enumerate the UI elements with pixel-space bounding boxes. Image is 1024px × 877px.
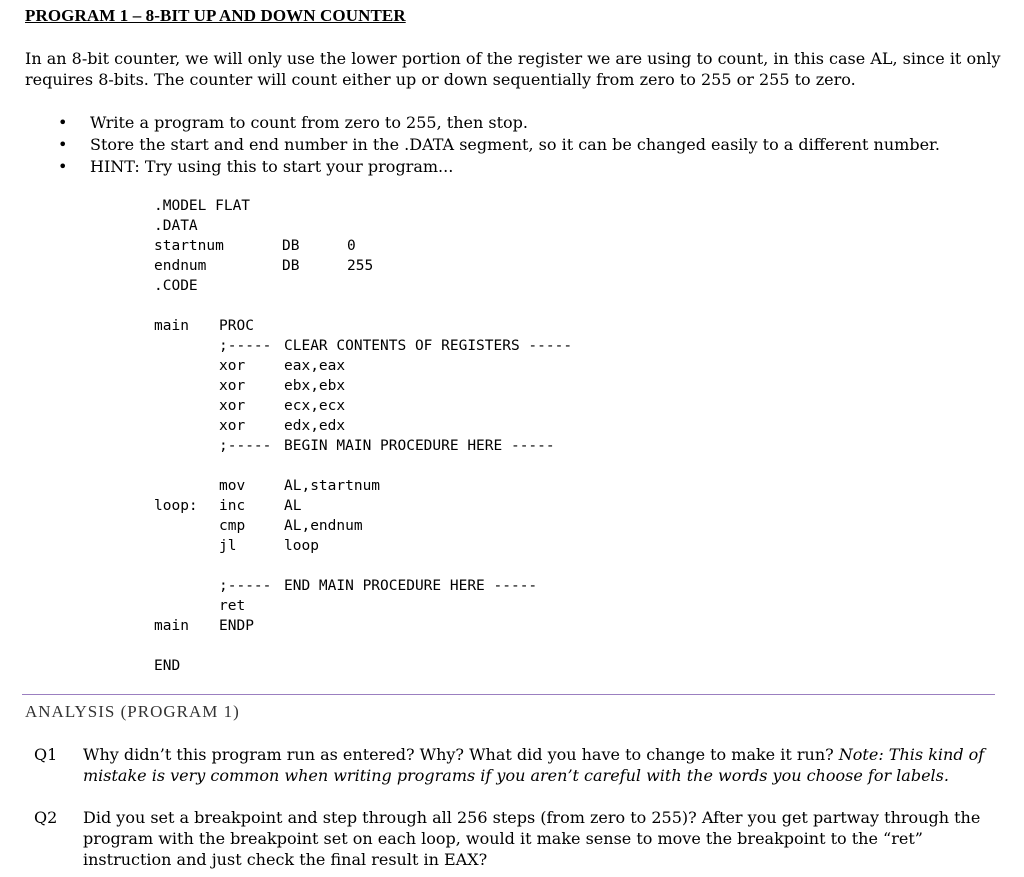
code-args: edx,edx: [284, 418, 346, 434]
code-proc: PROC: [219, 318, 254, 334]
code-line-model: .MODEL FLAT: [154, 198, 251, 214]
code-op: xor: [219, 358, 246, 374]
code-op: xor: [219, 378, 246, 394]
code-comment-end: END MAIN PROCEDURE HERE -----: [284, 578, 538, 594]
code-startnum-value: 0: [347, 238, 356, 254]
bullet-text: HINT: Try using this to start your program...: [90, 157, 454, 176]
code-comment-sep: ;-----: [219, 338, 272, 354]
code-endnum-label: endnum: [154, 258, 207, 274]
intro-paragraph: In an 8-bit counter, we will only use the lower portion of the register we are using to count, in this case AL, since it only requires 8-bits. The counter will count either up or down sequentially from zero to 255 or 255 to zero.: [25, 49, 1001, 89]
analysis-heading: ANALYSIS (PROGRAM 1): [25, 702, 240, 721]
code-startnum-label: startnum: [154, 238, 224, 254]
code-args: AL,endnum: [284, 518, 363, 534]
code-args: ebx,ebx: [284, 378, 346, 394]
code-endnum-value: 255: [347, 258, 374, 274]
bullet-text: Store the start and end number in the .DATA segment, so it can be changed easily to a different number.: [90, 135, 941, 154]
question-q2: [34, 807, 1009, 873]
code-endnum-type: DB: [282, 258, 300, 274]
code-args: AL,startnum: [284, 478, 381, 494]
bullet-text: Write a program to count from zero to 255, then stop.: [90, 113, 528, 132]
code-endp: ENDP: [219, 618, 254, 634]
code-args: eax,eax: [284, 358, 346, 374]
code-args: ecx,ecx: [284, 398, 346, 414]
code-comment-clear: CLEAR CONTENTS OF REGISTERS -----: [284, 338, 573, 354]
code-op: jl: [219, 538, 237, 554]
code-op: xor: [219, 418, 246, 434]
question-number: Q1: [34, 745, 58, 764]
question-q1: [34, 744, 1009, 788]
question-body: Why didn’t this program run as entered? Why? What did you have to change to make it run?: [83, 745, 834, 764]
code-op: ret: [219, 598, 246, 614]
question-number: Q2: [34, 808, 58, 827]
code-main-label: main: [154, 618, 189, 634]
code-end: END: [154, 658, 181, 674]
code-line-data: .DATA: [154, 218, 198, 234]
bullet-icon: •: [58, 157, 68, 176]
code-main-label: main: [154, 318, 189, 334]
code-line-code: .CODE: [154, 278, 198, 294]
bullet-icon: •: [58, 135, 68, 154]
code-op: inc: [219, 498, 246, 514]
code-loop-label: loop:: [154, 498, 198, 514]
page-title: PROGRAM 1 – 8-BIT UP AND DOWN COUNTER: [25, 6, 406, 25]
code-op: cmp: [219, 518, 246, 534]
code-startnum-type: DB: [282, 238, 300, 254]
code-args: loop: [284, 538, 319, 554]
bullet-icon: •: [58, 113, 68, 132]
code-comment-sep: ;-----: [219, 578, 272, 594]
code-args: AL: [284, 498, 302, 514]
question-text: [83, 744, 1003, 786]
question-text: Did you set a breakpoint and step through all 256 steps (from zero to 255)? After you get partway through the program with the breakpoint set on each loop, would it make sense to move the breakpoint to the “ret” instruction and just check the final result in EAX?: [83, 808, 981, 869]
section-divider: [22, 694, 995, 695]
question-note: Note: This kind of mistake is very common when writing programs if you aren’t careful with the words you choose for labels.: [83, 745, 985, 785]
code-op: mov: [219, 478, 246, 494]
code-op: xor: [219, 398, 246, 414]
code-comment-begin: BEGIN MAIN PROCEDURE HERE -----: [284, 438, 555, 454]
code-comment-sep: ;-----: [219, 438, 272, 454]
